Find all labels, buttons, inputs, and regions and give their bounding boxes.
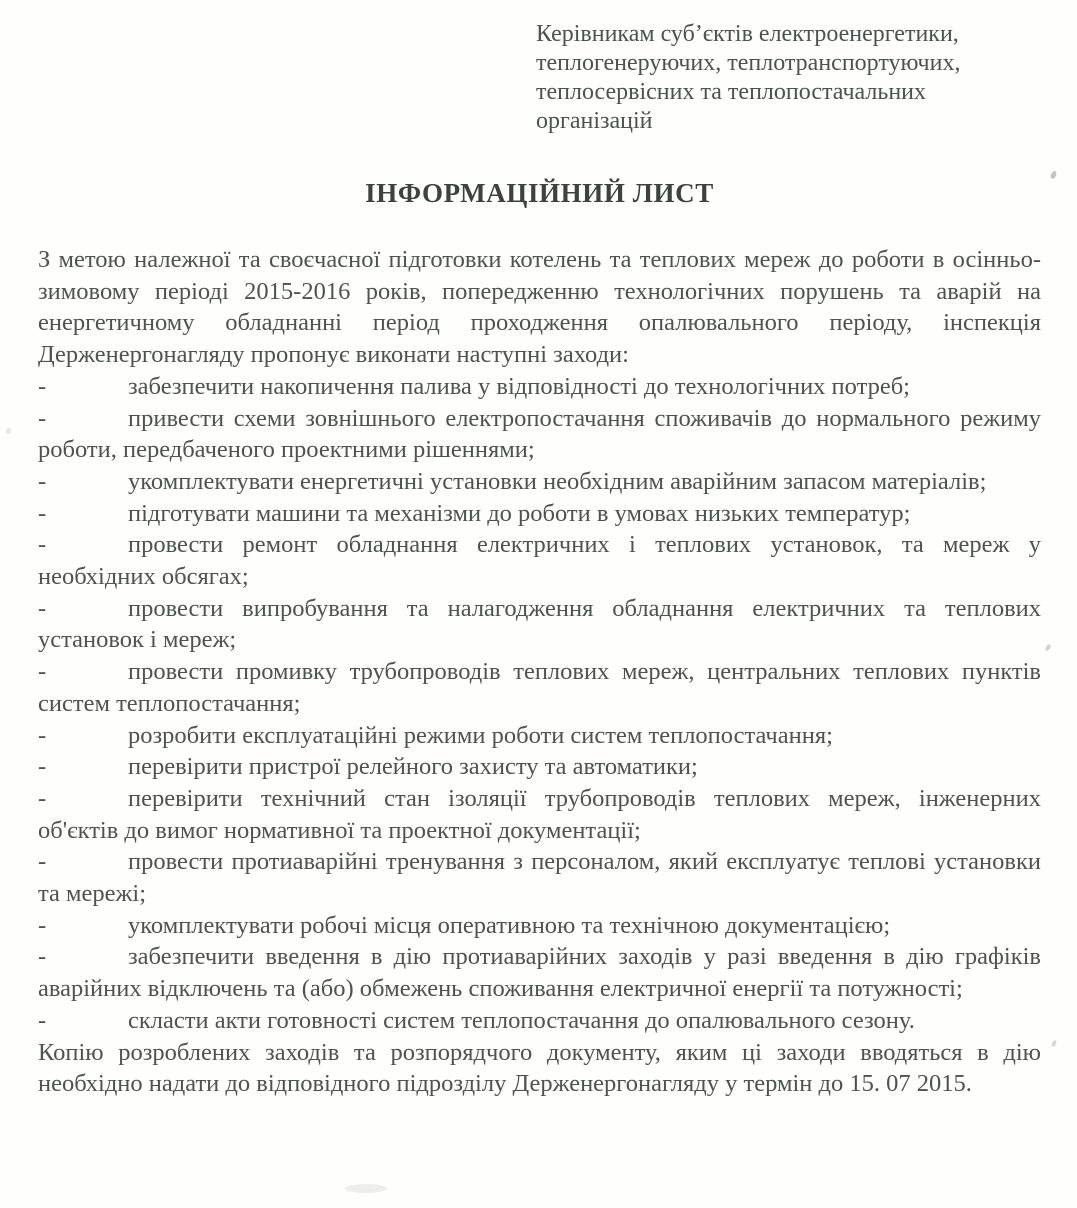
scan-speck [1050,170,1057,179]
scan-speck [1045,643,1052,651]
scan-speck [1051,1040,1057,1048]
list-item [38,941,1041,1004]
bullet-dash: - [38,721,47,749]
addressee-line: організацій [536,108,653,134]
list-item [38,403,1041,466]
bullet-dash: - [38,372,47,400]
bullet-dash: - [38,658,47,686]
bullet-dash: - [38,848,47,876]
list-item-text: перевірити пристрої релейного захисту та автоматики; [128,753,698,781]
bullet-dash: - [38,1006,47,1034]
measures-list [38,371,1041,1037]
list-item-text: провести ремонт обладнання електричних і теплових установок, та мереж у необхідних обсягах; [38,531,1041,591]
list-item [38,656,1041,719]
list-item [38,846,1041,909]
list-item-text: привести схеми зовнішнього електропостачання споживачів до нормального режиму роботи, передбаченого проектними рішеннями; [38,404,1041,464]
list-item-text: підготувати машини та механізми до роботи в умовах низьких температур; [128,499,911,527]
bullet-dash: - [38,467,47,495]
intro-paragraph: З метою належної та своєчасної підготовки котелень та теплових мереж до роботи в осінньо-зимовому періоді 2015-2016 років, попередженню технологічних порушень та аварій на енергетичному обладнанні період проходження опалювального періоду, інспекція Держенергонагляду пропонує виконати наступні заходи: [38,246,1041,369]
bullet-dash: - [38,911,47,939]
addressee-line: теплосервісних та теплопостачальних [536,79,926,105]
bullet-dash: - [38,404,47,432]
bullet-dash: - [38,784,47,812]
closing-paragraph: Копію розроблених заходів та розпорядчого документу, яким ці заходи вводяться в дію необхідно надати до відповідного підрозділу Держенергонагляду у термін до 15. 07 2015. [38,1038,1041,1098]
bullet-dash: - [38,499,47,527]
list-item [38,498,1041,530]
list-item [38,466,1041,498]
letter-body [38,244,1041,1100]
document-title: ІНФОРМАЦІЙНИЙ ЛИСТ [365,178,714,208]
list-item-text: провести протиаварійні тренування з персоналом, який експлуатує теплові установки та мережі; [38,848,1041,908]
list-item [38,1005,1041,1037]
list-item-text: укомплектувати енергетичні установки необхідним аварійним запасом матеріалів; [128,467,987,495]
scan-speck [6,428,11,434]
bullet-dash: - [38,531,47,559]
bullet-dash: - [38,943,47,971]
list-item-text: провести промивку трубопроводів теплових мереж, центральних теплових пунктів систем теплопостачання; [38,658,1041,717]
letter-content [38,0,1041,1100]
list-item [38,751,1041,783]
list-item-text: провести випробування та налагодження обладнання електричних та теплових установок і мереж; [38,594,1041,654]
list-item [38,783,1041,846]
addressee-line: Керівникам суб’єктів електроенергетики, [536,21,959,47]
list-item [38,371,1041,403]
bullet-dash: - [38,594,47,622]
list-item-text: перевірити технічний стан ізоляції трубопроводів теплових мереж, інженерних об'єктів до вимог нормативної та проектної документації; [38,784,1041,844]
list-item [38,593,1041,656]
addressee-block [536,20,996,136]
list-item [38,529,1041,592]
list-item [38,910,1041,942]
list-item-text: розробити експлуатаційні режими роботи систем теплопостачання; [128,721,833,749]
addressee-line: теплогенеруючих, теплотранспортуючих, [536,50,961,76]
scan-smudge [345,1184,387,1193]
bullet-dash: - [38,753,47,781]
list-item-text: скласти акти готовності систем теплопостачання до опалювального сезону. [128,1006,915,1034]
list-item-text: забезпечити накопичення палива у відповідності до технологічних потреб; [128,372,910,400]
list-item-text: укомплектувати робочі місця оперативною та технічною документацією; [128,911,891,939]
list-item-text: забезпечити введення в дію протиаварійних заходів у разі введення в дію графіків аварійних відключень та (або) обмежень споживання електричної енергії та потужності; [38,943,1041,1003]
list-item [38,720,1041,752]
